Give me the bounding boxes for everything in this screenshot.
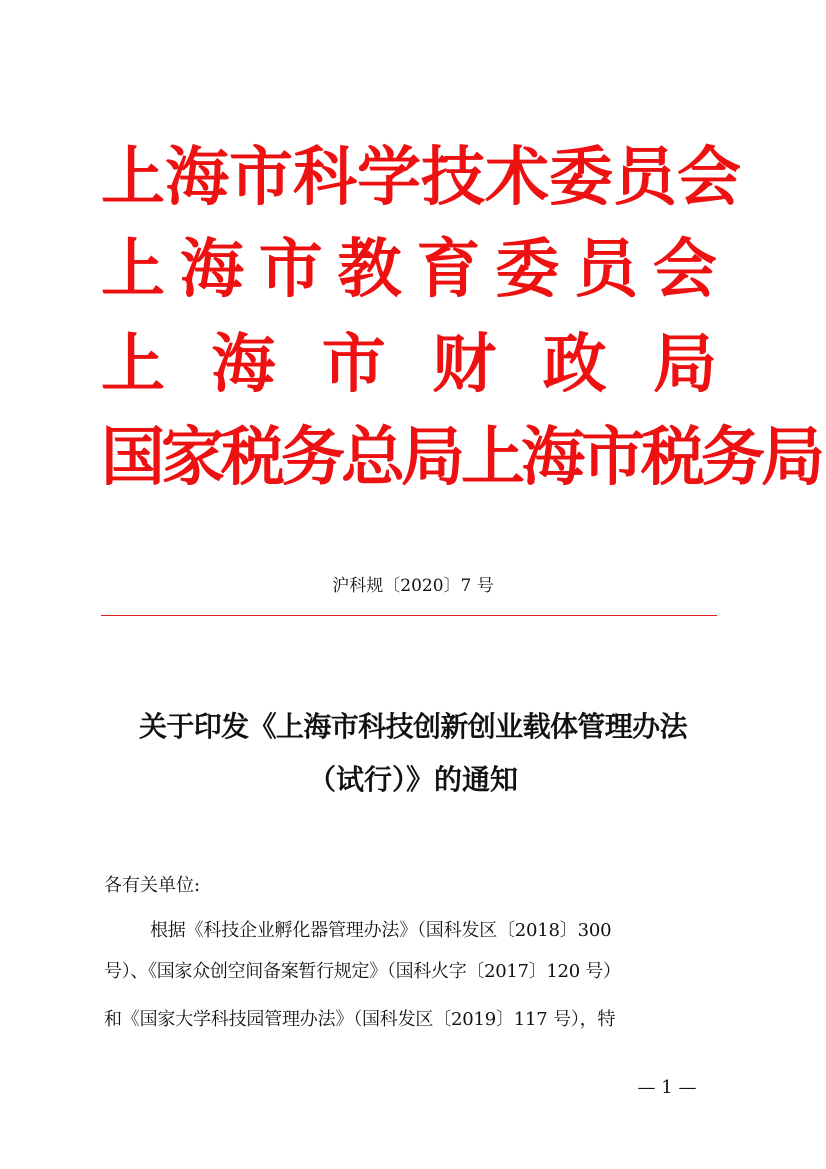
issuer-education-commission xyxy=(101,230,717,310)
issuer-science-technology-commission xyxy=(101,138,741,218)
issuer-char: 员 xyxy=(574,233,639,307)
issuer-name: 国家税务总局上海市税务局 xyxy=(101,421,821,495)
body-line: 根据《科技企业孵化器管理办法》（国科发区〔2018〕300 xyxy=(150,920,612,941)
issuer-char: 委 xyxy=(549,141,613,215)
document-number: 沪科规〔2020〕7 号 xyxy=(332,576,494,596)
issuer-char: 上 xyxy=(101,141,165,215)
issuer-char: 技 xyxy=(421,141,485,215)
page-number: — 1 — xyxy=(637,1077,697,1098)
issuer-char: 上 xyxy=(101,328,165,402)
issuer-char: 局 xyxy=(652,328,717,402)
issuer-char: 术 xyxy=(485,141,549,215)
issuer-char: 市 xyxy=(321,328,386,402)
red-divider xyxy=(101,615,717,616)
issuer-char: 科 xyxy=(293,141,357,215)
issuer-char: 海 xyxy=(211,328,276,402)
issuer-char: 委 xyxy=(495,233,560,307)
document-title-line-2: （试行）》的通知 xyxy=(307,763,518,796)
issuer-char: 海 xyxy=(165,141,229,215)
body-line: 和《国家大学科技园管理办法》（国科发区〔2019〕117 号），特 xyxy=(104,1009,616,1030)
issuer-char: 财 xyxy=(432,328,497,402)
issuer-char: 育 xyxy=(416,233,481,307)
document-title-line-1: 关于印发《上海市科技创新创业载体管理办法 xyxy=(138,710,687,743)
issuer-char: 学 xyxy=(357,141,421,215)
body-line: 号）、《国家众创空间备案暂行规定》（国科火字〔2017〕120 号） xyxy=(104,961,621,982)
issuer-char: 会 xyxy=(652,233,717,307)
issuer-char: 员 xyxy=(613,141,677,215)
issuer-finance-bureau xyxy=(101,325,717,405)
issuer-char: 市 xyxy=(229,141,293,215)
issuer-char: 政 xyxy=(542,328,607,402)
issuer-char: 上 xyxy=(101,233,165,307)
issuer-char: 市 xyxy=(258,233,323,307)
issuer-char: 教 xyxy=(337,233,402,307)
issuer-char: 会 xyxy=(677,141,741,215)
issuer-tax-bureau xyxy=(101,418,821,498)
salutation: 各有关单位: xyxy=(104,875,201,896)
issuer-char: 海 xyxy=(179,233,244,307)
